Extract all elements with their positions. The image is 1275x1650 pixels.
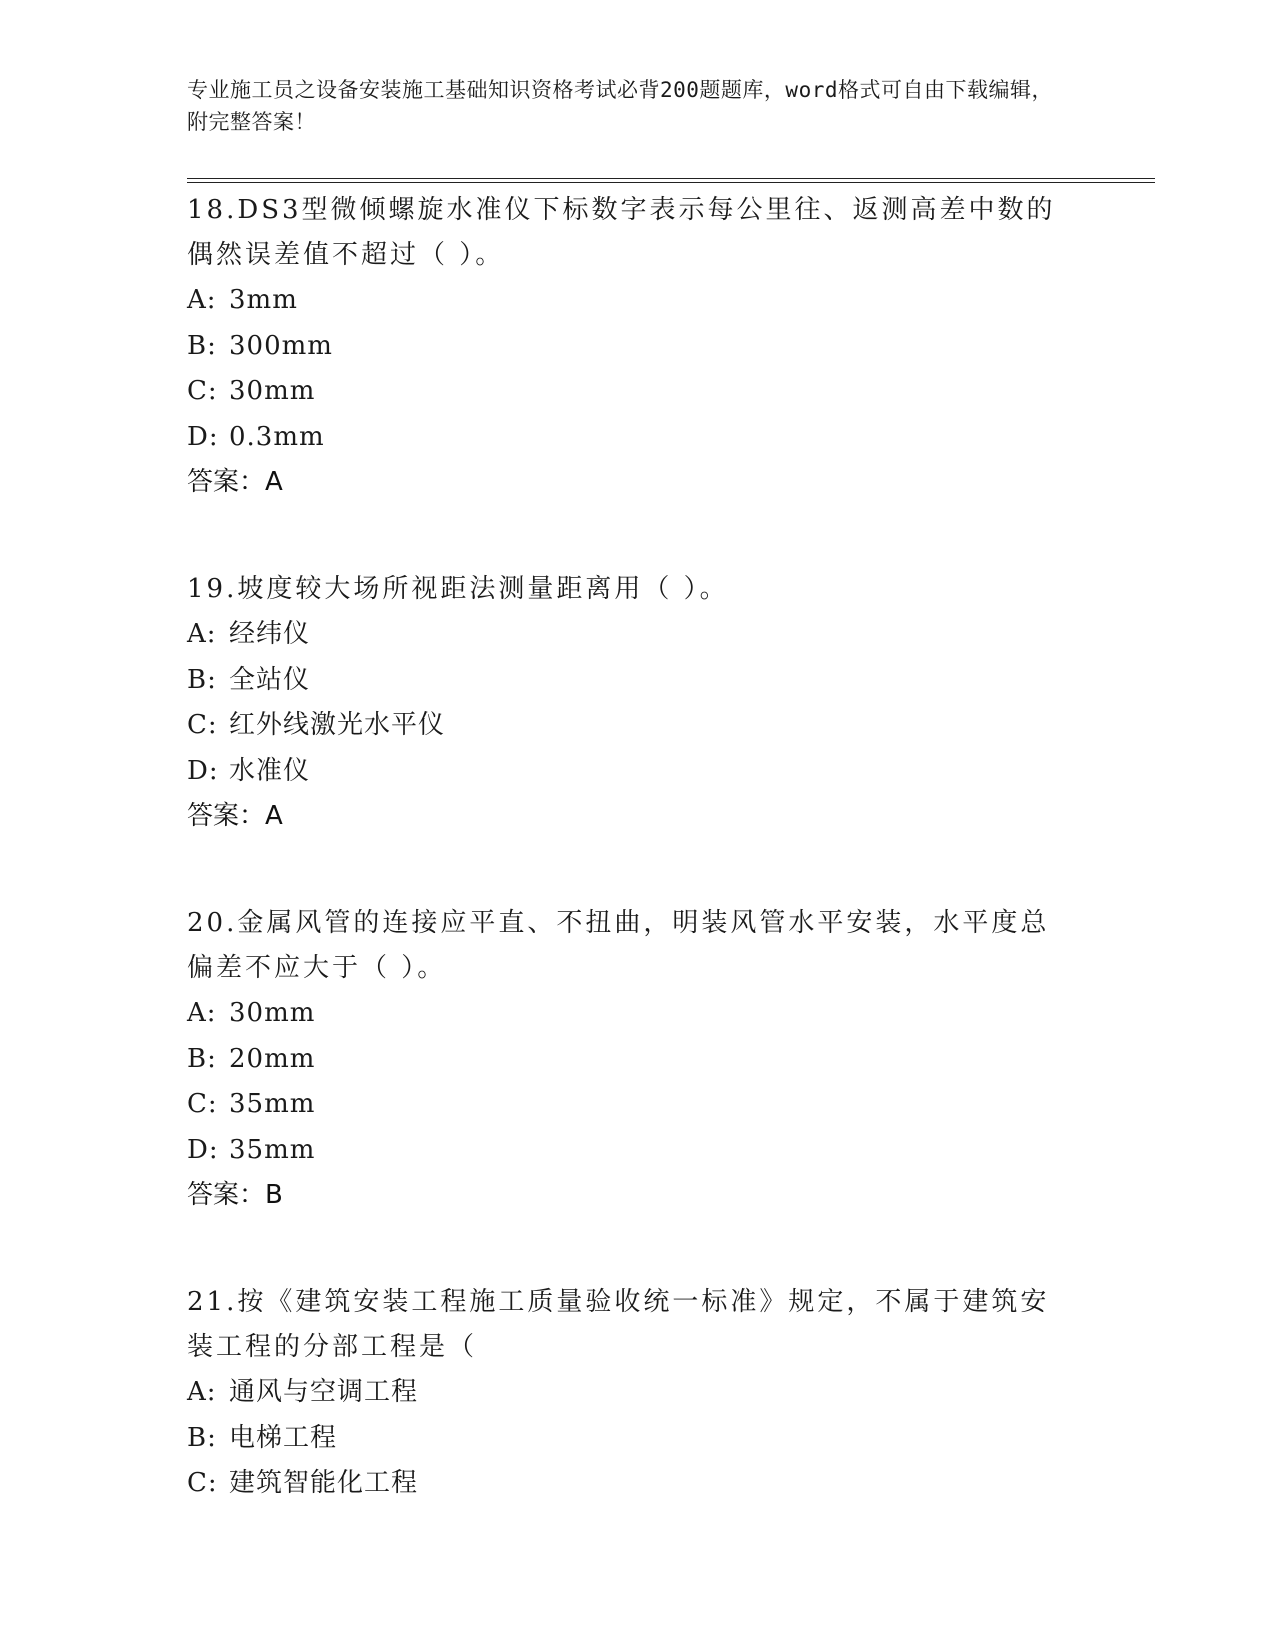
question-19 xyxy=(187,567,1077,839)
option-b xyxy=(187,324,1077,370)
option-text: 35mm xyxy=(229,1089,316,1119)
option-text: 全站仪 xyxy=(229,664,311,695)
option-text: 20mm xyxy=(229,1043,316,1074)
option-label: B: xyxy=(187,330,217,361)
option-text: 建筑智能化工程 xyxy=(229,1468,419,1498)
answer-line: 答案：B xyxy=(187,1180,283,1210)
option-label: A: xyxy=(187,1377,217,1407)
question-text: 18.DS3型微倾螺旋水准仪下标数字表示每公里往、返测高差中数的偶然误差值不超过（ ）。 xyxy=(187,195,1056,270)
question-spacer xyxy=(187,1238,1077,1280)
option-label: D: xyxy=(187,421,219,452)
option-label: B: xyxy=(187,1422,217,1453)
option-label: B: xyxy=(187,664,217,695)
option-label: D: xyxy=(187,755,219,786)
option-c xyxy=(187,703,1077,749)
option-label: C: xyxy=(187,1468,218,1498)
option-text: 30mm xyxy=(229,376,316,406)
option-a xyxy=(187,278,1077,324)
option-text: 水准仪 xyxy=(229,755,311,786)
option-text: 35mm xyxy=(229,1134,316,1165)
option-d xyxy=(187,415,1077,461)
option-d xyxy=(187,1128,1077,1174)
option-label: C: xyxy=(187,710,218,740)
question-spacer xyxy=(187,525,1077,567)
option-label: A: xyxy=(187,285,217,315)
option-b xyxy=(187,1416,1077,1462)
question-text: 20.金属风管的连接应平直、不扭曲，明装风管水平安装，水平度总偏差不应大于（ ）。 xyxy=(187,908,1050,983)
option-c xyxy=(187,1461,1077,1507)
option-d xyxy=(187,749,1077,795)
answer-line: 答案：A xyxy=(187,801,283,831)
question-spacer xyxy=(187,859,1077,901)
question-20 xyxy=(187,901,1077,1218)
header-divider-bottom xyxy=(187,182,1155,183)
option-label: D: xyxy=(187,1134,219,1165)
question-18 xyxy=(187,188,1077,505)
option-label: C: xyxy=(187,1089,218,1119)
option-a xyxy=(187,612,1077,658)
option-label: A: xyxy=(187,619,217,649)
option-text: 300mm xyxy=(229,330,333,361)
option-b xyxy=(187,1037,1077,1083)
option-text: 电梯工程 xyxy=(229,1422,338,1453)
option-label: C: xyxy=(187,376,218,406)
question-text: 21.按《建筑安装工程施工质量验收统一标准》规定，不属于建筑安装工程的分部工程是（ xyxy=(187,1287,1050,1362)
option-a xyxy=(187,991,1077,1037)
option-text: 经纬仪 xyxy=(229,619,311,649)
option-label: B: xyxy=(187,1043,217,1074)
option-text: 通风与空调工程 xyxy=(229,1377,419,1407)
option-c xyxy=(187,369,1077,415)
header-divider-top xyxy=(187,178,1155,179)
document-header: 专业施工员之设备安装施工基础知识资格考试必背200题题库，word格式可自由下载编辑，附完整答案！ xyxy=(187,78,1053,134)
option-text: 红外线激光水平仪 xyxy=(229,710,446,740)
option-text: 0.3mm xyxy=(229,421,325,452)
answer-line: 答案：A xyxy=(187,467,283,497)
option-text: 30mm xyxy=(229,998,316,1028)
option-a xyxy=(187,1370,1077,1416)
question-list xyxy=(187,188,1077,1527)
option-c xyxy=(187,1082,1077,1128)
option-label: A: xyxy=(187,998,217,1028)
question-text: 19.坡度较大场所视距法测量距离用（ ）。 xyxy=(187,574,729,604)
option-b xyxy=(187,658,1077,704)
question-21 xyxy=(187,1280,1077,1507)
option-text: 3mm xyxy=(229,285,298,315)
